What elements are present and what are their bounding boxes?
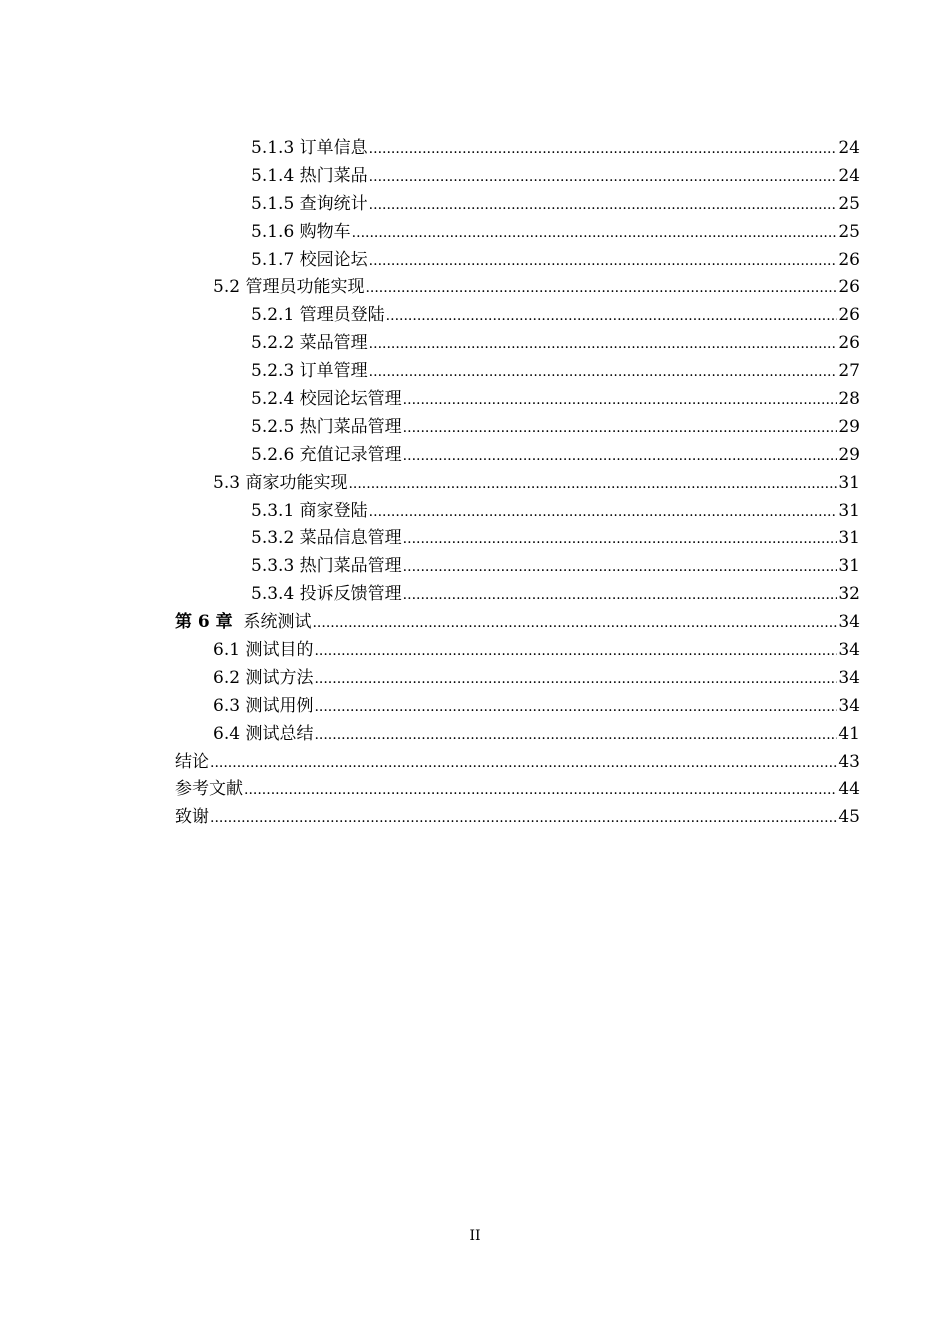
- toc-entry-page: 45: [838, 807, 860, 828]
- dot-leader: [403, 415, 838, 442]
- toc-entry[interactable]: [175, 135, 860, 163]
- chapter-label: 第 6 章: [175, 612, 233, 633]
- table-of-contents: [175, 135, 860, 832]
- toc-entry[interactable]: [175, 665, 860, 693]
- toc-entry[interactable]: [175, 498, 860, 526]
- dot-leader: [369, 331, 838, 358]
- dot-leader: [314, 638, 837, 665]
- toc-entry[interactable]: [175, 358, 860, 386]
- toc-entry[interactable]: [175, 693, 860, 721]
- toc-entry-title: [175, 609, 311, 637]
- toc-entry-page: 28: [838, 389, 860, 410]
- toc-entry-page: 29: [838, 444, 860, 465]
- toc-entry[interactable]: [175, 525, 860, 553]
- toc-entry-page: 26: [838, 249, 860, 270]
- toc-entry[interactable]: [175, 442, 860, 470]
- toc-entry-title: 5.2.5 热门菜品管理: [251, 416, 402, 437]
- toc-entry-page: 29: [838, 416, 860, 437]
- toc-entry[interactable]: [175, 414, 860, 442]
- dot-leader: [403, 554, 838, 581]
- toc-entry[interactable]: [175, 553, 860, 581]
- toc-entry[interactable]: [175, 386, 860, 414]
- toc-entry-title: 5.3.1 商家登陆: [251, 500, 368, 521]
- toc-entry-title: 5.1.5 查询统计: [251, 193, 368, 214]
- dot-leader: [403, 526, 838, 553]
- toc-entry-title: 6.4 测试总结: [213, 723, 314, 744]
- toc-entry-title: 5.3.3 热门菜品管理: [251, 556, 402, 577]
- toc-entry[interactable]: [175, 804, 860, 832]
- chapter-title: 系统测试: [243, 612, 312, 633]
- toc-entry[interactable]: [175, 721, 860, 749]
- dot-leader: [365, 275, 837, 302]
- toc-entry-page: 31: [838, 556, 860, 577]
- toc-entry-page: 34: [838, 612, 860, 633]
- toc-entry-title: 5.3.4 投诉反馈管理: [251, 584, 402, 605]
- toc-entry-title: 结论: [175, 751, 209, 772]
- dot-leader: [348, 471, 837, 498]
- toc-entry[interactable]: [175, 581, 860, 609]
- dot-leader: [369, 499, 838, 526]
- toc-entry[interactable]: [175, 247, 860, 275]
- toc-entry-title: 致谢: [175, 807, 209, 828]
- dot-leader: [210, 805, 837, 832]
- toc-entry-page: 31: [838, 472, 860, 493]
- dot-leader: [403, 387, 838, 414]
- dot-leader: [369, 248, 838, 275]
- toc-entry-page: 34: [838, 667, 860, 688]
- dot-leader: [244, 777, 837, 804]
- toc-entry-title: 5.2.1 管理员登陆: [251, 305, 385, 326]
- dot-leader: [403, 443, 838, 470]
- toc-entry-page: 26: [838, 333, 860, 354]
- dot-leader: [210, 750, 837, 777]
- toc-entry-page: 31: [838, 528, 860, 549]
- toc-entry-page: 24: [838, 138, 860, 158]
- toc-entry-page: 26: [838, 277, 860, 298]
- toc-entry-title: 参考文献: [175, 779, 243, 800]
- dot-leader: [369, 192, 838, 219]
- toc-entry-page: 26: [838, 305, 860, 326]
- dot-leader: [369, 359, 838, 386]
- toc-entry[interactable]: [175, 470, 860, 498]
- dot-leader: [312, 610, 837, 637]
- toc-entry-page: 32: [838, 584, 860, 605]
- toc-entry[interactable]: [175, 191, 860, 219]
- toc-entry-title: 5.1.3 订单信息: [251, 138, 368, 158]
- toc-entry-title: 5.3.2 菜品信息管理: [251, 528, 402, 549]
- toc-entry[interactable]: [175, 776, 860, 804]
- toc-entry[interactable]: [175, 749, 860, 777]
- dot-leader: [314, 722, 837, 749]
- toc-entry[interactable]: [175, 163, 860, 191]
- toc-entry-page: 31: [838, 500, 860, 521]
- toc-entry-title: 5.1.4 热门菜品: [251, 165, 368, 186]
- toc-entry-page: 34: [838, 640, 860, 661]
- page-number-footer: II: [469, 1228, 481, 1244]
- toc-entry-page: 25: [838, 193, 860, 214]
- toc-entry[interactable]: [175, 274, 860, 302]
- toc-entry-page: 24: [838, 165, 860, 186]
- toc-entry[interactable]: [175, 609, 860, 637]
- dot-leader: [352, 220, 838, 247]
- toc-entry-title: 5.3 商家功能实现: [213, 472, 348, 493]
- toc-entry-title: 5.2.4 校园论坛管理: [251, 389, 402, 410]
- toc-entry-title: 6.2 测试方法: [213, 667, 314, 688]
- toc-entry[interactable]: [175, 637, 860, 665]
- toc-entry[interactable]: [175, 219, 860, 247]
- dot-leader: [369, 164, 838, 191]
- toc-entry-title: 5.1.6 购物车: [251, 221, 351, 242]
- toc-entry-title: 6.1 测试目的: [213, 640, 314, 661]
- dot-leader: [403, 582, 838, 609]
- toc-entry-page: 25: [838, 221, 860, 242]
- toc-entry-page: 34: [838, 695, 860, 716]
- toc-entry-title: 5.2 管理员功能实现: [213, 277, 365, 298]
- toc-entry[interactable]: [175, 330, 860, 358]
- toc-entry-title: 5.2.2 菜品管理: [251, 333, 368, 354]
- toc-entry-page: 27: [838, 361, 860, 382]
- dot-leader: [386, 303, 838, 330]
- dot-leader: [314, 694, 837, 721]
- dot-leader: [314, 666, 837, 693]
- toc-entry-title: 6.3 测试用例: [213, 695, 314, 716]
- toc-entry-page: 43: [838, 751, 860, 772]
- toc-entry-page: 41: [838, 723, 860, 744]
- toc-entry-title: 5.1.7 校园论坛: [251, 249, 368, 270]
- toc-entry[interactable]: [175, 302, 860, 330]
- toc-entry-title: 5.2.3 订单管理: [251, 361, 368, 382]
- dot-leader: [369, 136, 838, 163]
- toc-entry-title: 5.2.6 充值记录管理: [251, 444, 402, 465]
- toc-entry-page: 44: [838, 779, 860, 800]
